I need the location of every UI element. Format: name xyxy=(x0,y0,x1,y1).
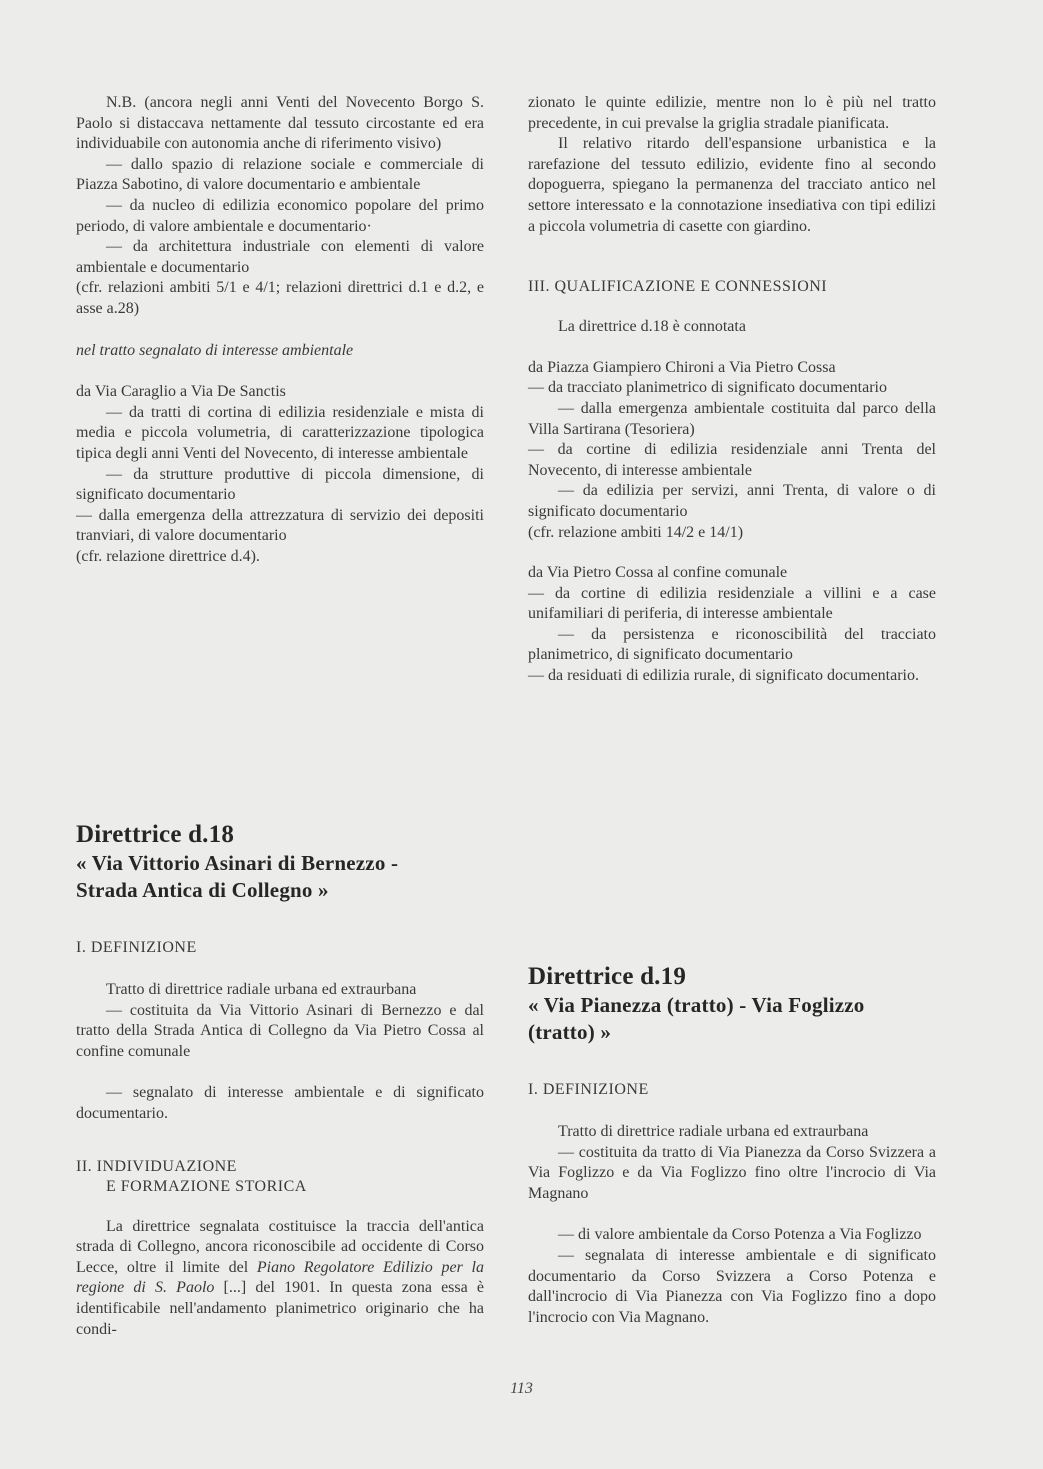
tratto-bullet: — da strutture produttive di piccola dimensione, di significato documentario xyxy=(76,465,484,504)
tratto-heading: da Via Caraglio a Via De Sanctis xyxy=(76,383,286,401)
d18-subtitle-line2: Strada Antica di Collegno » xyxy=(76,878,329,902)
q1-bullet: — da tracciato planimetrico di significato documentario xyxy=(528,379,887,397)
d19-section xyxy=(528,962,936,1328)
qualificazione-heading: III. QUALIFICAZIONE E CONNESSIONI xyxy=(528,278,828,296)
d18-subtitle-line1: « Via Vittorio Asinari di Bernezzo - xyxy=(76,851,399,875)
q2-bullet: — da residuati di edilizia rurale, di significato documentario. xyxy=(528,667,919,685)
d18-ind-paragraph xyxy=(76,1217,484,1341)
page-number: 113 xyxy=(510,1380,533,1397)
d18-ind-text-a: La direttrice segnalata costituisce la traccia dell'antica strada di Collegno, ancora riconoscibile ad occidente di Corso Lecce, oltre il limite del xyxy=(76,1217,484,1276)
d19-def-paragraph: — costituita da tratto di Via Pianezza da Corso Svizzera a Via Foglizzo e da Via Foglizzo fino oltre l'incrocio di Via Magnano xyxy=(528,1143,936,1202)
d19-def-paragraph: — di valore ambientale da Corso Potenza a Via Foglizzo xyxy=(558,1226,922,1244)
d19-def-paragraph: Tratto di direttrice radiale urbana ed extraurbana xyxy=(558,1123,869,1140)
cont-paragraph: zionato le quinte edilizie, mentre non lo è più nel tratto precedente, in cui prevalse la griglia stradale pianificata. xyxy=(528,94,936,132)
d18-def-paragraph: — segnalato di interesse ambientale e di significato documentario. xyxy=(76,1084,484,1122)
d18-individuazione-heading xyxy=(76,1157,484,1197)
q2-heading: da Via Pietro Cossa al confine comunale xyxy=(528,564,788,582)
d18-definizione-heading: I. DEFINIZIONE xyxy=(76,939,197,956)
q2-bullet: — da persistenza e riconoscibilità del tracciato planimetrico, di significato documentario xyxy=(528,625,936,664)
d18-ind-heading-line2: E FORMAZIONE STORICA xyxy=(106,1177,307,1195)
q1-bullet: — dalla emergenza ambientale costituita dal parco della Villa Sartirana (Tesoriera) xyxy=(528,399,936,438)
d19-title xyxy=(528,962,936,1046)
d18-ind-text-b: [...] del 1901. In questa zona essa è identificabile nell'andamento planimetrico originario che ha condi- xyxy=(76,1279,484,1338)
d18-title-text: Direttrice d.18 xyxy=(76,821,235,848)
tratto-bullet: — da tratti di cortina di edilizia residenziale e mista di media e piccola volumetria, di caratterizzazione tipologica tipica degli anni Venti del Novecento, di interesse ambientale xyxy=(76,403,484,462)
nb-paragraph: N.B. (ancora negli anni Venti del Novecento Borgo S. Paolo si distaccava nettamente dal tessuto circostante ed era individuabile con autonomia anche di riferimento visivo) xyxy=(76,94,484,153)
d18-def-paragraph: Tratto di direttrice radiale urbana ed extraurbana xyxy=(106,981,417,998)
q1-heading: da Piazza Giampiero Chironi a Via Pietro Cossa xyxy=(528,358,836,376)
d18-ind-heading-line1: II. INDIVIDUAZIONE xyxy=(76,1157,237,1175)
tratto-bullet: — dalla emergenza della attrezzatura di servizio dei depositi tranviari, di valore documentario xyxy=(76,506,484,545)
cont-paragraph: Il relativo ritardo dell'espansione urbanistica e la rarefazione del tessuto edilizio, evidente fino al secondo dopoguerra, spiegano la permanenza del tracciato antico nel settore interessato e la connotazione insediativa con tipi edilizi a piccola volumetria di casette con giardino. xyxy=(528,135,936,235)
d18-title xyxy=(76,820,484,904)
d19-def-paragraph: — segnalata di interesse ambientale e di significato documentario da Corso Svizzera a Corso Potenza e dall'incrocio di Via Pianezza con Via Foglizzo fino a dopo l'incrocio con Via Magnano. xyxy=(528,1246,936,1326)
right-column xyxy=(528,93,936,687)
nb-bullet: — da architettura industriale con elementi di valore ambientale e documentario xyxy=(76,238,484,276)
d18-section xyxy=(76,820,484,1340)
qual-intro: La direttrice d.18 è connotata xyxy=(558,318,746,336)
q1-bullet: — da edilizia per servizi, anni Trenta, di valore o di significato documentario xyxy=(528,482,936,520)
left-column xyxy=(76,93,484,567)
d19-definizione-heading: I. DEFINIZIONE xyxy=(528,1081,649,1098)
nb-bullet: — dallo spazio di relazione sociale e commerciale di Piazza Sabotino, di valore documentario e ambientale xyxy=(76,155,484,194)
d19-subtitle-line2: (tratto) » xyxy=(528,1020,612,1044)
d18-def-paragraph: — costituita da Via Vittorio Asinari di Bernezzo e dal tratto della Strada Antica di Collegno da Via Pietro Cossa al confine comunale xyxy=(76,1001,484,1060)
nb-cfr: (cfr. relazioni ambiti 5/1 e 4/1; relazioni direttrici d.1 e d.2, e asse a.28) xyxy=(76,279,484,317)
q1-cfr: (cfr. relazione ambiti 14/2 e 14/1) xyxy=(528,523,744,541)
d19-subtitle-line1: « Via Pianezza (tratto) - Via Foglizzo xyxy=(528,993,865,1017)
q2-bullet: — da cortine di edilizia residenziale a villini e a case unifamiliari di periferia, di interesse ambientale xyxy=(528,584,936,623)
d19-title-text: Direttrice d.19 xyxy=(528,963,687,990)
d18-ind-text-italic: Piano Regolatore Edilizio per la regione di S. Paolo xyxy=(76,1258,485,1297)
nb-bullet: — da nucleo di edilizia economico popolare del primo periodo, di valore ambientale e documentario· xyxy=(76,196,484,235)
tratto-cfr: (cfr. relazione direttrice d.4). xyxy=(76,547,260,565)
italic-subheading: nel tratto segnalato di interesse ambientale xyxy=(76,341,354,359)
q1-bullet: — da cortine di edilizia residenziale anni Trenta del Novecento, di interesse ambientale xyxy=(528,441,936,479)
